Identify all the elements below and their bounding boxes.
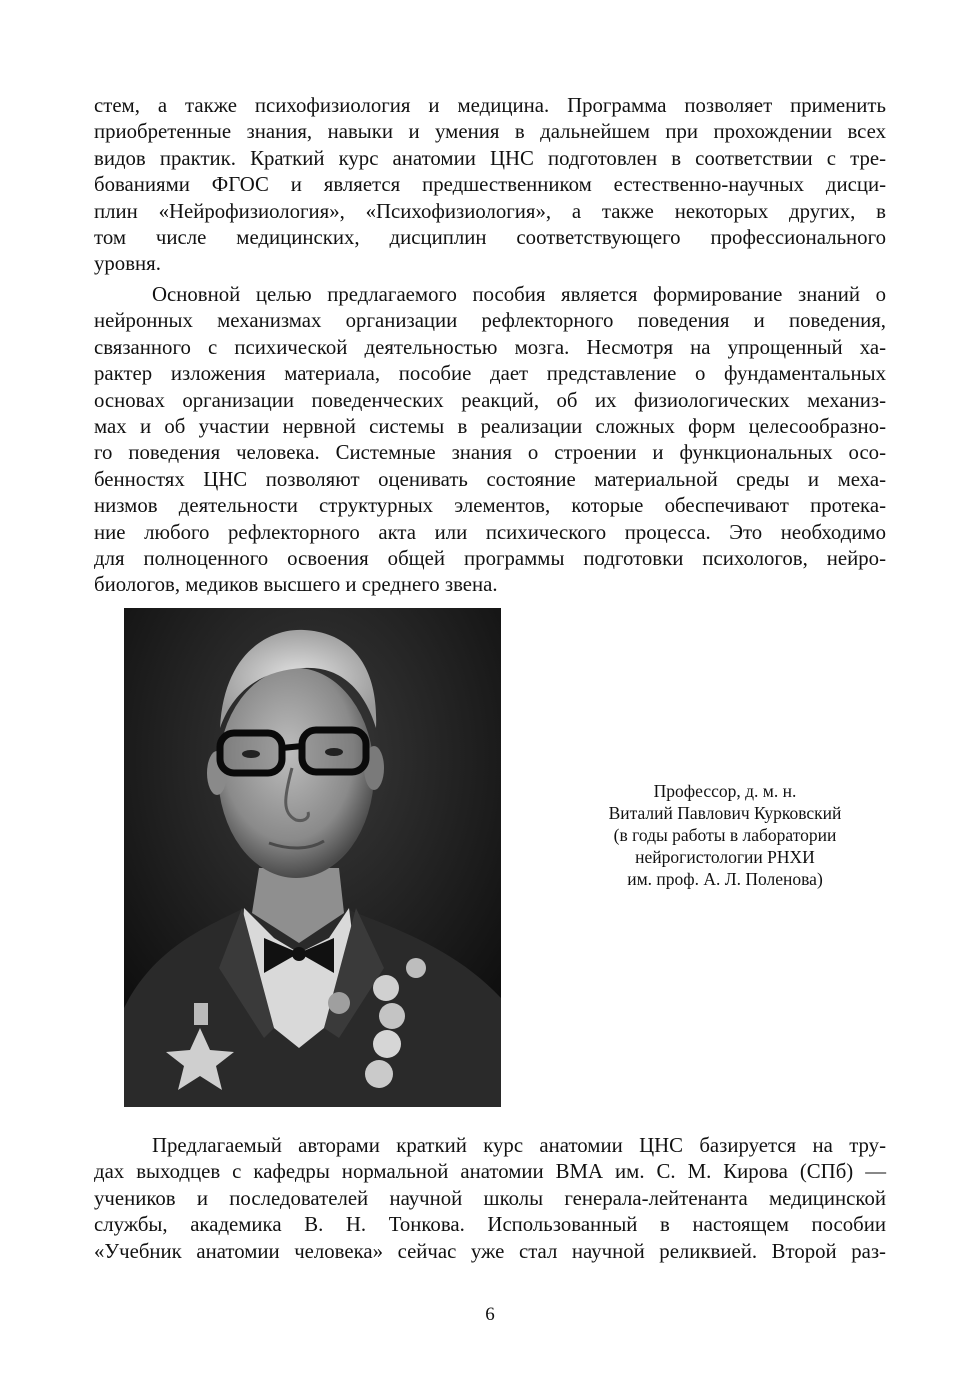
caption-line: Профессор, д. м. н. [653, 781, 797, 801]
text-line: дах выходцев с кафедры нормальной анатомии ВМА им. С. М. Кирова (СПб) — [94, 1160, 886, 1184]
text-line: службы, академика В. Н. Тонкова. Использованный в настоящем пособии [94, 1213, 886, 1237]
text-line: рактер изложения материала, пособие дает представление о фундаментальных [94, 362, 886, 386]
text-line: основах организации поведенческих реакций, об их физиологических механиз- [94, 388, 886, 412]
text-line: ние любого рефлекторного акта или психического процесса. Это необходимо [94, 520, 886, 544]
text-line: мах и об участии нервной системы в реализации сложных форм целесообразно- [94, 415, 886, 439]
caption-line: Виталий Павлович Курковский [608, 803, 842, 823]
paragraph-1 [94, 93, 886, 278]
text-line: связанного с психической деятельностью мозга. Несмотря на упрощенный ха- [94, 335, 886, 359]
portrait-photo [124, 608, 501, 1107]
text-line: уровня. [94, 252, 161, 276]
text-line: для полноценного освоения общей программы подготовки психологов, нейро- [94, 547, 886, 571]
text-line: го поведения человека. Системные знания о строении и функциональных осо- [94, 441, 886, 465]
text-line: Предлагаемый авторами краткий курс анатомии ЦНС базируется на тру- [152, 1134, 886, 1157]
paragraph-3 [94, 1133, 886, 1265]
caption-line: им. проф. А. Л. Поленова) [627, 869, 823, 889]
photo-caption [560, 780, 890, 890]
text-line: низмов деятельности структурных элементов, которые обеспечивают протека- [94, 494, 886, 518]
text-line: бованиями ФГОС и является предшественником естественно-научных дисци- [94, 173, 886, 197]
caption-line: (в годы работы в лаборатории [613, 825, 837, 845]
caption-line: нейрогистологии РНХИ [635, 847, 815, 867]
text-line: «Учебник анатомии человека» сейчас уже стал научной реликвией. Второй раз- [94, 1239, 886, 1263]
text-line: нейронных механизмах организации рефлекторного поведения и поведения, [94, 309, 886, 333]
paragraph-2 [94, 282, 886, 599]
text-line: стем, а также психофизиология и медицина. Программа позволяет применить [94, 94, 886, 117]
text-line: приобретенные знания, навыки и умения в дальнейшем при прохождении всех [94, 120, 886, 144]
text-line: учеников и последователей научной школы генерала-лейтенанта медицинской [94, 1186, 886, 1210]
text-line: бенностях ЦНС позволяют оценивать состояние материальной среды и меха- [94, 467, 886, 491]
text-line: том числе медицинских, дисциплин соответствующего профессионального [94, 226, 886, 250]
text-line: Основной целью предлагаемого пособия является формирование знаний о [152, 283, 886, 306]
text-line: биологов, медиков высшего и среднего звена. [94, 573, 498, 597]
page-number: 6 [485, 1304, 495, 1325]
text-line: видов практик. Краткий курс анатомии ЦНС подготовлен в соответствии с тре- [94, 146, 886, 170]
text-line: плин «Нейрофизиология», «Психофизиология», а также некоторых других, в [94, 199, 886, 223]
